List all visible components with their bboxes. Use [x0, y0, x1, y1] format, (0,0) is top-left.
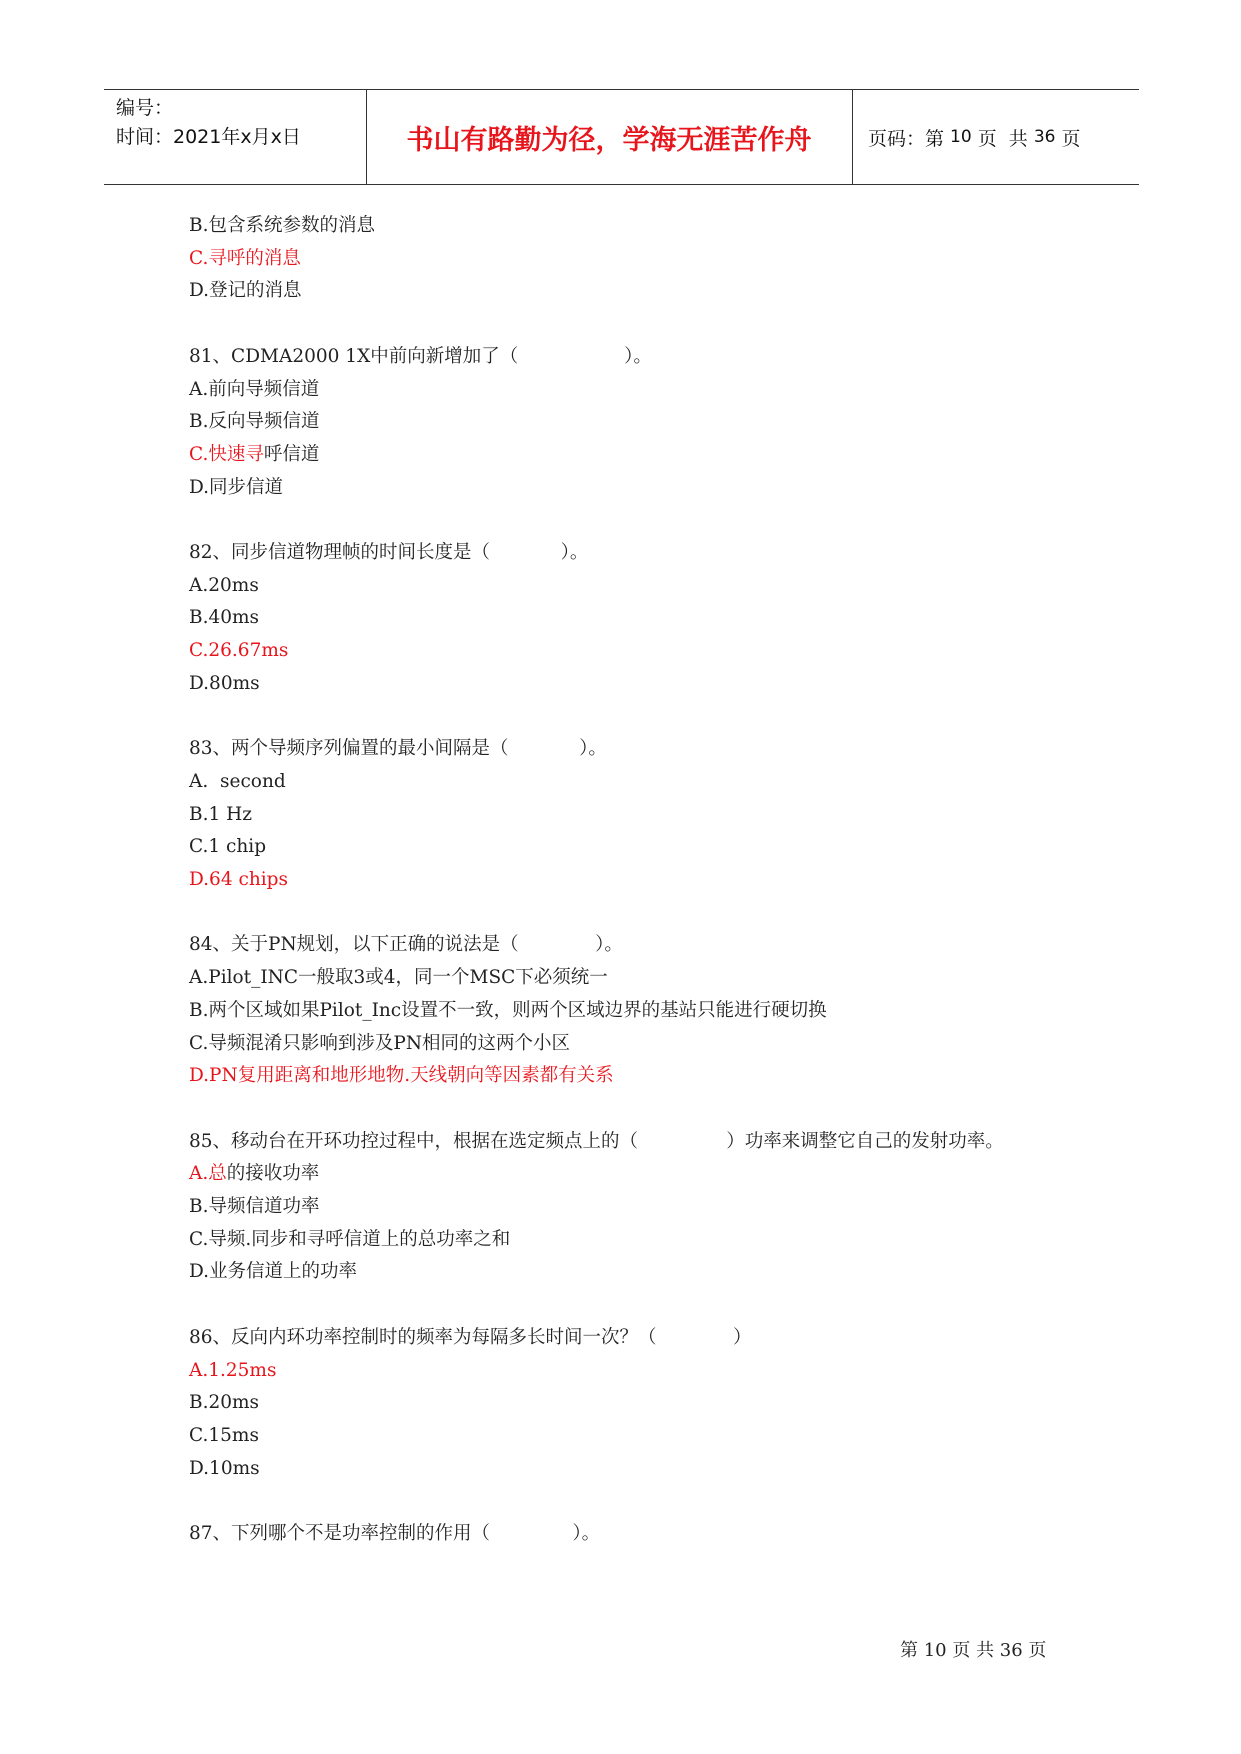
option-d-answer: D.PN复用距离和地形地物.天线朝向等因素都有关系	[189, 1065, 614, 1087]
header-divider	[366, 90, 367, 184]
option-a: A.20ms	[189, 574, 259, 596]
question-content	[189, 210, 1069, 1551]
option-c: C.导频.同步和寻呼信道上的总功率之和	[189, 1228, 511, 1250]
header-page-number: 页码：第 10 页 共 36 页	[868, 127, 1081, 150]
question-85: 85、移动台在开环功控过程中，根据在选定频点上的（ ）功率来调整它自己的发射功率。	[189, 1130, 1004, 1152]
question-84: 84、关于PN规划，以下正确的说法是（ ）。	[189, 934, 623, 956]
option-b: B.导频信道功率	[189, 1196, 320, 1218]
option-a-answer: A.1.25ms	[189, 1359, 277, 1381]
number-label: 编号：	[116, 97, 174, 119]
option-b: B.20ms	[189, 1392, 260, 1414]
option-d: D.登记的消息	[189, 280, 302, 302]
page-footer: 第 10 页 共 36 页	[900, 1640, 1047, 1661]
option-d: D.同步信道	[189, 476, 284, 498]
option-c-answer: C.寻呼的消息	[189, 247, 301, 269]
option-a: A.Pilot_INC一般取3或4，同一个MSC下必须统一	[189, 967, 608, 989]
option-c-answer: C.26.67ms	[189, 640, 289, 662]
option-d: D.业务信道上的功率	[189, 1261, 358, 1283]
option-a-answer: A.总的接收功率	[189, 1163, 320, 1185]
option-d: D.10ms	[189, 1457, 260, 1479]
header-meta	[116, 94, 301, 152]
question-86: 86、反向内环功率控制时的频率为每隔多长时间一次？（ ）	[189, 1326, 752, 1348]
option-b: B.包含系统参数的消息	[189, 215, 375, 236]
question-82: 82、同步信道物理帧的时间长度是（ ）。	[189, 542, 589, 563]
option-a: A.前向导频信道	[189, 378, 320, 400]
option-a: A. second	[189, 770, 286, 792]
option-b: B.40ms	[189, 607, 260, 629]
option-d-answer: D.64 chips	[189, 869, 289, 891]
option-c: C.1 chip	[189, 836, 267, 858]
option-c-answer: C.快速寻呼信道	[189, 443, 320, 465]
option-c: C.导频混淆只影响到涉及PN相同的这两个小区	[189, 1032, 571, 1054]
question-83: 83、两个导频序列偏置的最小间隔是（ ）。	[189, 738, 607, 760]
page-header	[104, 89, 1139, 185]
question-81: 81、CDMA2000 1X中前向新增加了（ ）。	[189, 345, 652, 367]
time-label: 时间：2021年x月x日	[116, 126, 301, 148]
header-divider	[852, 90, 853, 184]
option-c: C.15ms	[189, 1424, 259, 1446]
question-87: 87、下列哪个不是功率控制的作用（ ）。	[189, 1523, 601, 1545]
option-d: D.80ms	[189, 672, 260, 694]
option-b: B.两个区域如果Pilot_Inc设置不一致，则两个区域边界的基站只能进行硬切换	[189, 999, 827, 1021]
header-motto: 书山有路勤为径，学海无涯苦作舟	[406, 124, 812, 156]
option-b: B.反向导频信道	[189, 411, 320, 433]
option-b: B.1 Hz	[189, 803, 253, 825]
